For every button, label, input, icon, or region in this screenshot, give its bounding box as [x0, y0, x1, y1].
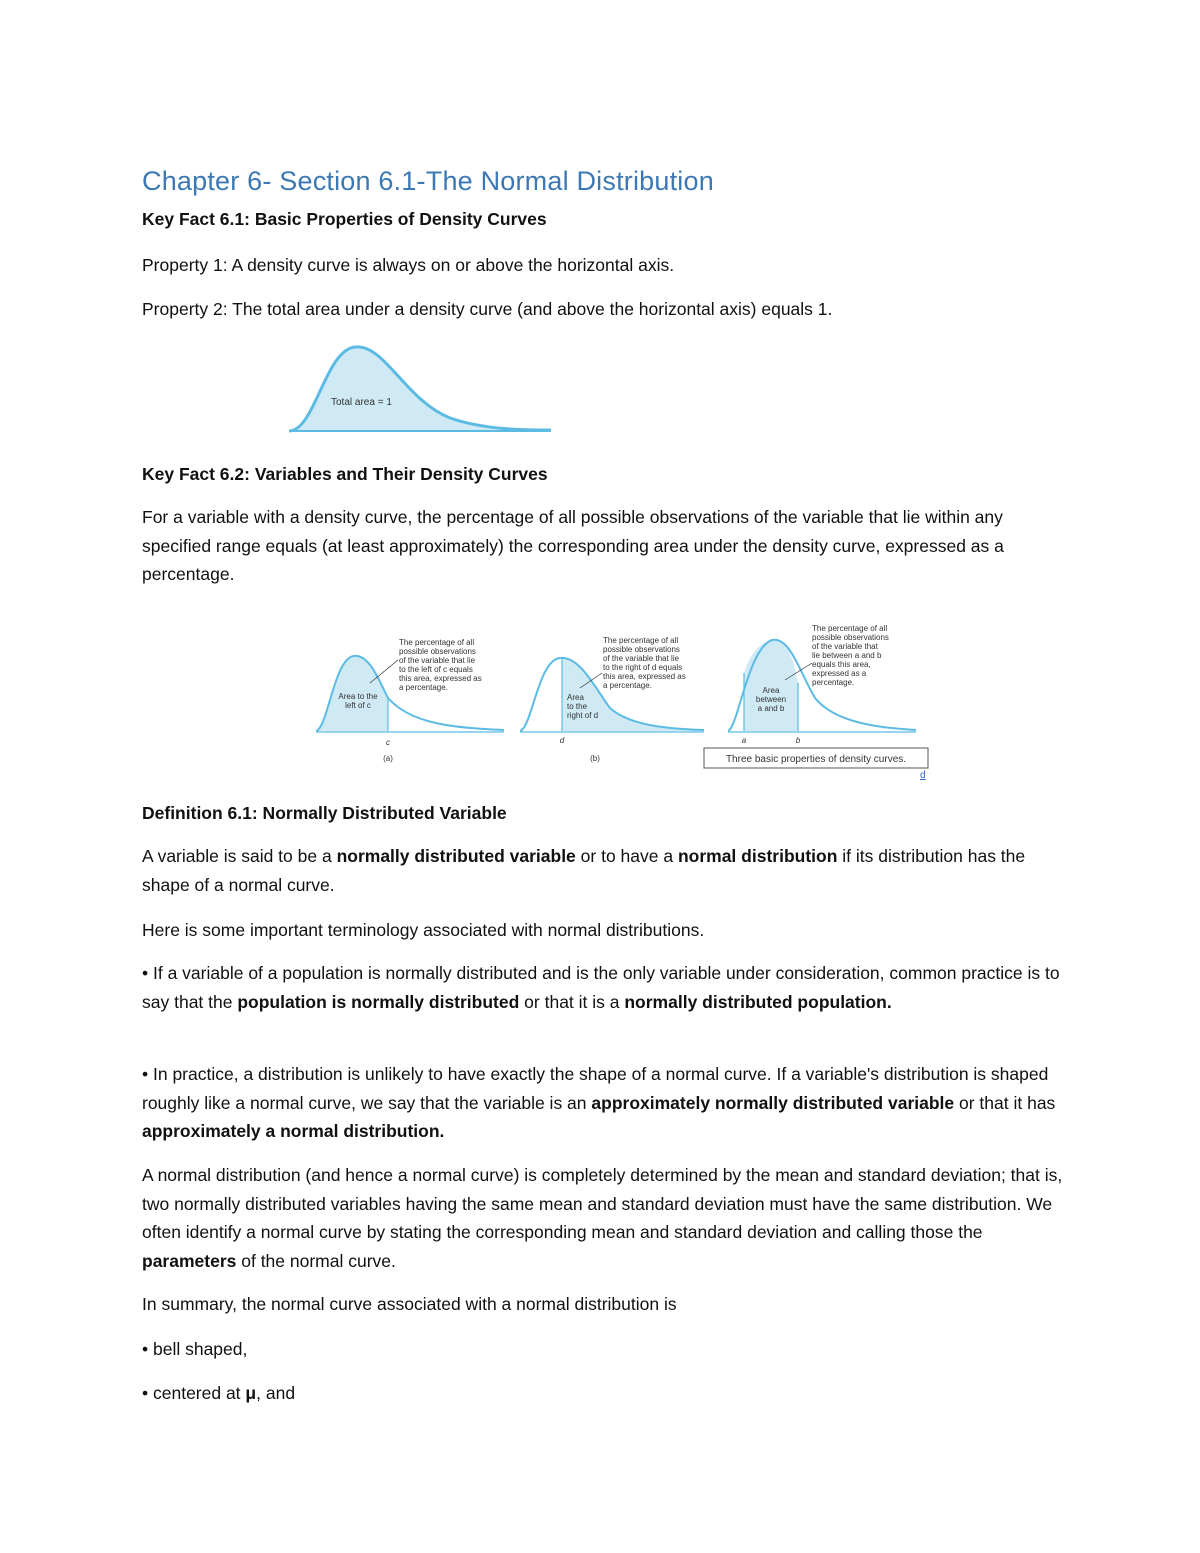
bullet2-text-1: • In practice, a distribution is unlikely to have exactly the shape of a normal curve. If a variable's distribution is shaped roughly like a normal curve, we say that the variable is an [142, 1064, 1049, 1113]
def-text-2: or to have a [575, 846, 678, 866]
summary-intro: In summary, the normal curve associated with a normal distribution is [142, 1294, 677, 1314]
panel-a-annotation-2: of the variable that lie [399, 656, 476, 665]
summary-bullet-centered [142, 1379, 1072, 1408]
panel-b-annotation-3: to the right of d equals [603, 663, 683, 672]
panel-c [728, 624, 916, 745]
panel-c-area-label-2: a and b [757, 704, 785, 713]
bullet2-text-2: or that it has [954, 1092, 1056, 1113]
panel-b [520, 636, 704, 763]
panel-c-annotation-0: The percentage of all [812, 624, 888, 633]
page-title: Chapter 6- Section 6.1-The Normal Distribution [142, 166, 714, 196]
panel-b-annotation-4: this area, expressed as [603, 672, 686, 681]
key-fact-6-2-body: For a variable with a density curve, the percentage of all possible observations of the variable that lie within any specified range equals (at least approximately) the corresponding area under the density curve, expressed as a percentage. [142, 507, 1004, 584]
panel-c-tick-b: b [795, 736, 801, 745]
centered-mu: μ [245, 1383, 257, 1403]
bullet-approximately [142, 1060, 1067, 1146]
three-properties-figure [310, 618, 940, 783]
panel-a-annotation-1: possible observations [399, 647, 476, 656]
definition-6-1-heading: Definition 6.1: Normally Distributed Variable [142, 803, 507, 823]
panel-b-annotation-0: The percentage of all [603, 636, 679, 645]
panel-a-area-label-0: Area to the [338, 692, 378, 701]
panel-b-annotation-2: of the variable that lie [603, 654, 680, 663]
property-1-text: A density curve is always on or above the horizontal axis. [227, 255, 675, 275]
panel-a [316, 638, 504, 763]
property-2-text: The total area under a density curve (and above the horizontal axis) equals 1. [227, 299, 833, 319]
panel-a-tick: c [386, 738, 390, 747]
terminology-intro: Here is some important terminology associated with normal distributions. [142, 920, 705, 940]
figure-link[interactable]: d [920, 770, 926, 781]
total-area-figure [285, 340, 555, 436]
panel-a-annotation-5: a percentage. [399, 683, 448, 692]
panel-c-area-label-1: between [755, 695, 787, 704]
bullet1-bold-2: normally distributed population. [624, 991, 892, 1012]
def-bold-2: normal distribution [677, 846, 838, 866]
panel-b-annotation-1: possible observations [603, 645, 680, 654]
panel-b-caption: (b) [590, 754, 600, 763]
summary-bullet-bell: • bell shaped, [142, 1339, 248, 1359]
panel-c-tick-a: a [741, 736, 747, 745]
panel-b-annotation-5: a percentage. [603, 681, 652, 690]
panel-b-area-label-2: right of d [567, 711, 599, 720]
centered-text-1: • centered at [142, 1383, 246, 1403]
def-text-1: A variable is said to be a [142, 846, 337, 866]
property-2-label: Property 2: [142, 299, 228, 319]
total-area-fill [289, 347, 551, 431]
panel-b-tick: d [559, 736, 565, 745]
panel-c-area-label-0: Area [762, 686, 780, 695]
centered-text-2: , and [256, 1383, 296, 1403]
definition-6-1-body [142, 842, 1062, 899]
bullet1-text-2: or that it is a [519, 991, 625, 1012]
panel-c-annotation-2: of the variable that [812, 642, 878, 651]
panel-c-annotation-5: expressed as a [812, 669, 867, 678]
panel-a-area-label-1: left of c [345, 701, 371, 710]
panel-c-annotation-1: possible observations [812, 633, 889, 642]
key-fact-6-1-heading: Key Fact 6.1: Basic Properties of Density Curves [142, 209, 547, 229]
def-text-3: if its distribution has the shape of a normal curve. [142, 846, 1026, 895]
figure-caption: Three basic properties of density curves. [725, 754, 907, 765]
bullet2-bold-1: approximately normally distributed variable [591, 1092, 955, 1113]
total-area-label: Total area = 1 [331, 397, 392, 408]
bullet1-bold-1: population is normally distributed [237, 991, 520, 1012]
params-text-2: of the normal curve. [236, 1250, 396, 1271]
panel-a-caption: (a) [383, 754, 393, 763]
panel-a-annotation-4: this area, expressed as [399, 674, 482, 683]
def-bold-1: normally distributed variable [336, 846, 576, 866]
property-2 [142, 295, 1072, 324]
panel-b-area-label-0: Area [567, 693, 584, 702]
panel-c-annotation-6: percentage. [812, 678, 855, 687]
params-bold: parameters [142, 1250, 237, 1271]
params-text-1: A normal distribution (and hence a normal curve) is completely determined by the mean and standard deviation; that is, two normally distributed variables having the same mean and standard deviation must have the same distribution. We often identify a normal curve by stating the corresponding mean and standard deviation and calling those the [142, 1165, 1063, 1242]
property-1 [142, 251, 1072, 280]
property-1-label: Property 1: [142, 255, 228, 275]
key-fact-6-2-heading: Key Fact 6.2: Variables and Their Density Curves [142, 464, 548, 484]
bullet1-text-1: • If a variable of a population is normally distributed and is the only variable under consideration, common practice is to say that the [142, 963, 1060, 1012]
bullet2-bold-2: approximately a normal distribution. [142, 1121, 445, 1141]
parameters-paragraph [142, 1161, 1067, 1275]
panel-a-annotation-3: to the left of c equals [399, 665, 473, 674]
panel-b-area-label-1: to the [567, 702, 588, 711]
panel-c-annotation-3: lie between a and b [812, 651, 882, 660]
panel-c-annotation-4: equals this area, [812, 660, 871, 669]
panel-a-annotation-0: The percentage of all [399, 638, 475, 647]
bullet-population [142, 959, 1067, 1016]
